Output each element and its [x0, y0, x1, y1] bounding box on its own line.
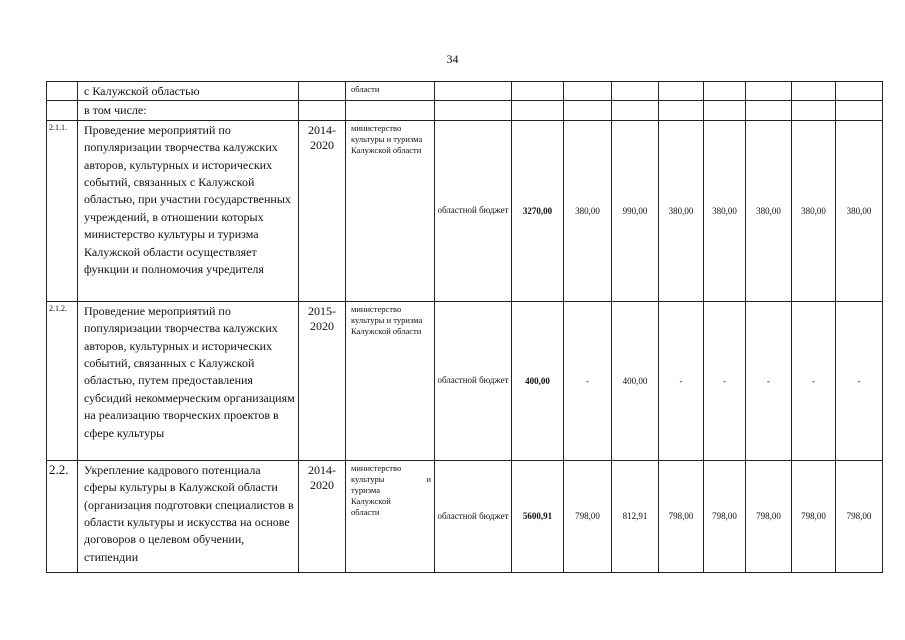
- row-number: [47, 82, 78, 101]
- year-cell: 798,00: [836, 460, 883, 572]
- executor-cell: области: [346, 82, 435, 101]
- period-text: 2014- 2020: [308, 462, 336, 492]
- year-cell: [564, 82, 612, 101]
- row-number: [47, 101, 78, 120]
- year-cell: -: [746, 301, 792, 460]
- year-cell: [659, 101, 704, 120]
- executor-line: [351, 463, 431, 485]
- year-cell: -: [792, 301, 836, 460]
- table-row: [47, 301, 883, 460]
- executor-text: туризма Калужской области: [351, 484, 391, 517]
- year-cell: 380,00: [836, 120, 883, 301]
- year-cell: 990,00: [612, 120, 659, 301]
- year-cell: -: [704, 301, 746, 460]
- executor-cell: министерство культуры и туризма Калужской области: [346, 301, 435, 460]
- measure-name: Укрепление кадрового потенциала сферы культуры в Калужской области (организация подготовки специалистов в области культуры и искусства на основе договоров о целевом обучении, стипендии: [78, 460, 299, 572]
- year-cell: 400,00: [612, 301, 659, 460]
- year-cell: -: [836, 301, 883, 460]
- year-cell: 380,00: [792, 120, 836, 301]
- table-row: [47, 101, 883, 120]
- measure-name: Проведение мероприятий по популяризации творчества калужских авторов, культурных и исторических событий, связанных с Калужской областью, путем предоставления субсидий некоммерческим организациям на реализацию творческих проектов в сфере культуры: [78, 301, 299, 460]
- year-cell: [612, 101, 659, 120]
- year-cell: [704, 82, 746, 101]
- table-row: [47, 82, 883, 101]
- year-cell: -: [659, 301, 704, 460]
- measure-name: с Калужской областью: [78, 82, 299, 101]
- year-cell: [792, 101, 836, 120]
- table-row: [47, 120, 883, 301]
- measure-name: в том числе:: [78, 101, 299, 120]
- year-cell: [564, 101, 612, 120]
- period-cell: [299, 301, 346, 460]
- period-cell: [299, 101, 346, 120]
- year-cell: 798,00: [746, 460, 792, 572]
- year-cell: [792, 82, 836, 101]
- period-cell: [299, 460, 346, 572]
- period-cell: [299, 120, 346, 301]
- year-cell: 380,00: [746, 120, 792, 301]
- year-cell: 798,00: [564, 460, 612, 572]
- year-cell: -: [564, 301, 612, 460]
- year-cell: 380,00: [659, 120, 704, 301]
- year-cell: 380,00: [564, 120, 612, 301]
- source-cell: областной бюджет: [435, 460, 512, 572]
- source-cell: [435, 82, 512, 101]
- total-cell: 400,00: [512, 301, 564, 460]
- measure-name: Проведение мероприятий по популяризации творчества калужских авторов, культурных и исторических событий, связанных с Калужской областью, при участии государственных учреждений, в отношении которых министерство культуры и туризма Калужской области осуществляет функции и полномочия учредителя: [78, 120, 299, 301]
- year-cell: [746, 82, 792, 101]
- year-cell: [836, 82, 883, 101]
- executor-cell: [346, 460, 435, 572]
- total-cell: [512, 101, 564, 120]
- year-cell: [746, 101, 792, 120]
- table-row: [47, 460, 883, 572]
- source-cell: областной бюджет: [435, 120, 512, 301]
- row-number: 2.2.: [47, 460, 78, 572]
- page-number: 34: [446, 52, 459, 66]
- period-text: 2014- 2020: [308, 122, 336, 152]
- executor-cell: министерство культуры и туризма Калужской области: [346, 120, 435, 301]
- year-cell: 798,00: [659, 460, 704, 572]
- row-number: 2.1.1.: [47, 120, 78, 301]
- year-cell: [612, 82, 659, 101]
- year-cell: 798,00: [704, 460, 746, 572]
- source-cell: областной бюджет: [435, 301, 512, 460]
- executor-conjunction: и: [426, 473, 431, 484]
- year-cell: 798,00: [792, 460, 836, 572]
- year-cell: 380,00: [704, 120, 746, 301]
- source-cell: [435, 101, 512, 120]
- year-cell: [704, 101, 746, 120]
- total-cell: 5600,91: [512, 460, 564, 572]
- total-cell: 3270,00: [512, 120, 564, 301]
- year-cell: [836, 101, 883, 120]
- total-cell: [512, 82, 564, 101]
- row-number: 2.1.2.: [47, 301, 78, 460]
- period-text: 2015- 2020: [308, 303, 336, 333]
- year-cell: [659, 82, 704, 101]
- budget-table: [46, 81, 883, 573]
- executor-cell: [346, 101, 435, 120]
- period-cell: [299, 82, 346, 101]
- executor-text: министерство культуры: [351, 462, 402, 484]
- year-cell: 812,91: [612, 460, 659, 572]
